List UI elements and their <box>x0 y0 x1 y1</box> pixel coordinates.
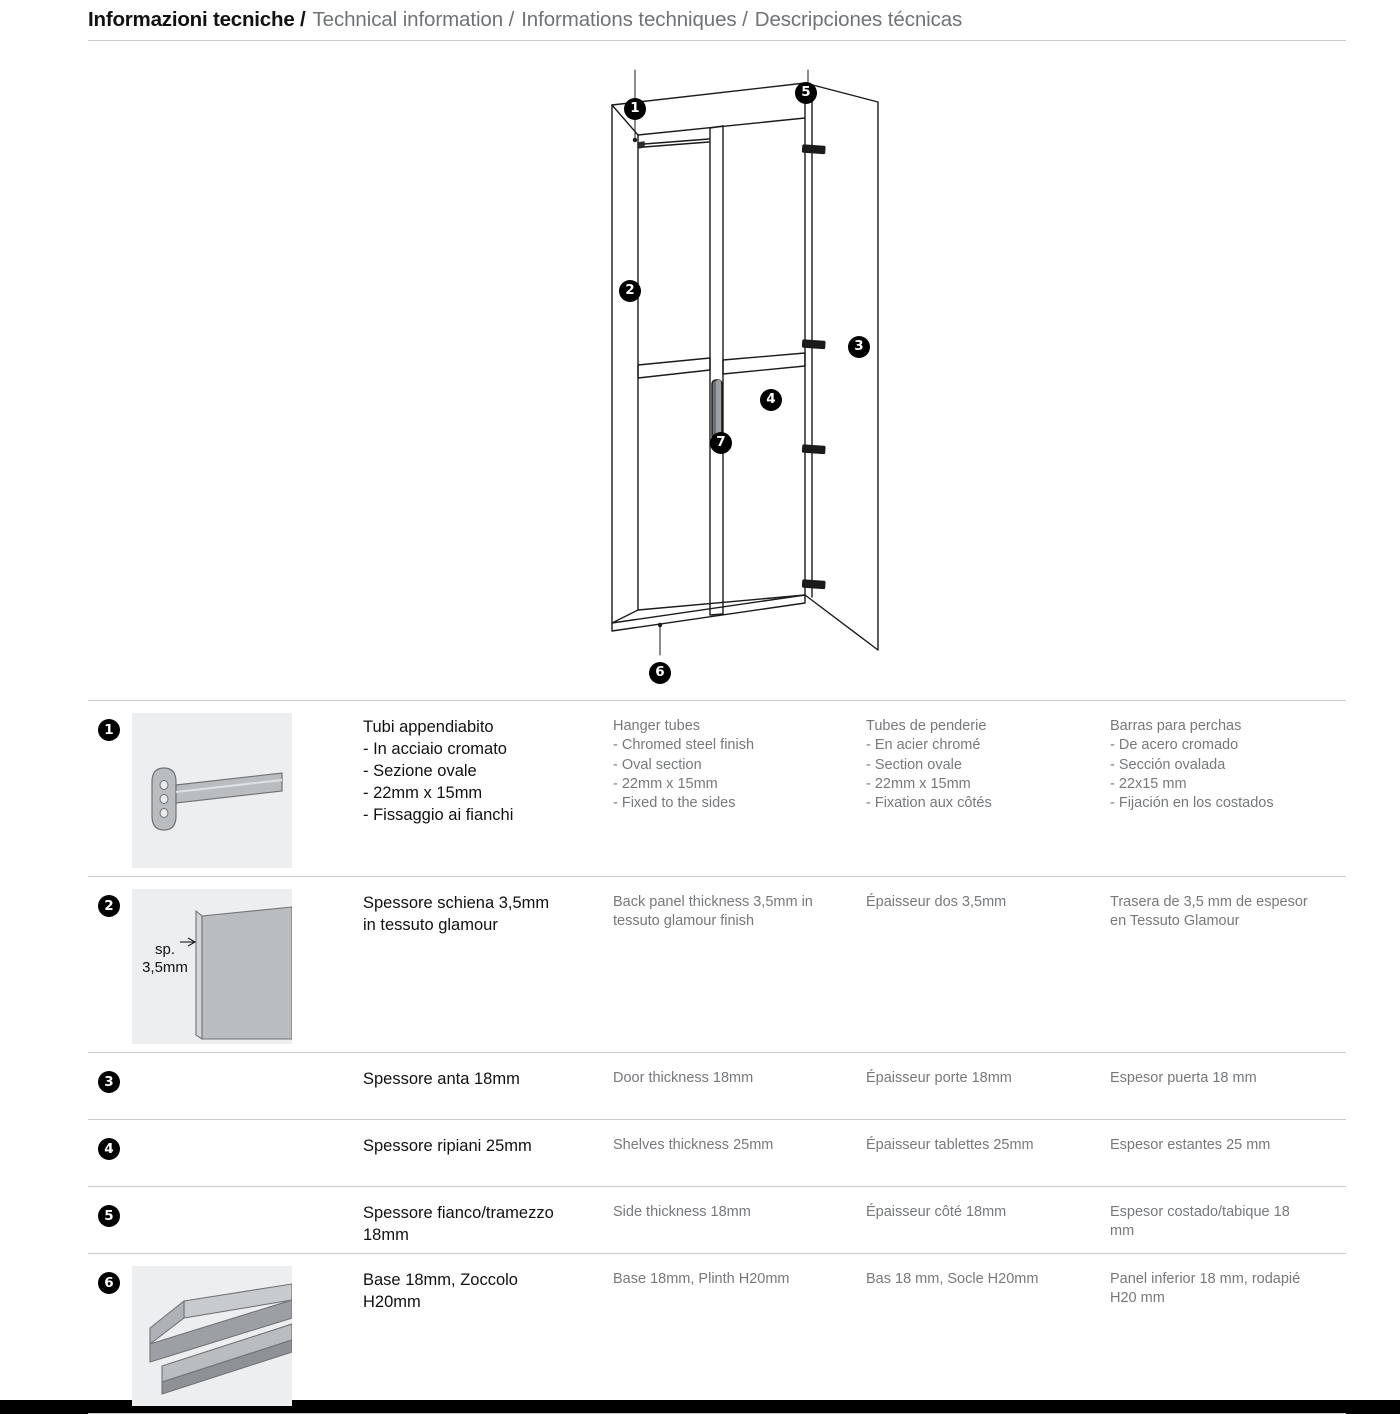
specifications-table <box>88 700 1346 1414</box>
row-text-spanish: Espesor costado/tabique 18 mm <box>1110 1204 1290 1240</box>
row-text-english: Back panel thickness 3,5mm in tessuto glamour finish <box>613 894 813 930</box>
base-plinth-thumbnail <box>132 1266 292 1406</box>
row-text-italian: Tubi appendiabito - In acciaio cromato - Sezione ovale - 22mm x 15mm - Fissaggio ai fianchi <box>363 718 514 824</box>
row-text-spanish: Espesor estantes 25 mm <box>1110 1137 1271 1153</box>
table-row <box>88 1052 1346 1119</box>
callout-3: 3 <box>848 336 870 358</box>
row-text-italian: Spessore ripiani 25mm <box>363 1137 532 1155</box>
title-french: Informations techniques / <box>521 8 748 31</box>
table-row <box>88 1119 1346 1186</box>
title-spanish: Descripciones técnicas <box>754 8 963 31</box>
row-text-italian: Spessore anta 18mm <box>363 1070 520 1088</box>
row-number: 3 <box>98 1071 120 1093</box>
row-number: 5 <box>98 1205 120 1227</box>
table-row <box>88 1253 1346 1413</box>
row-text-italian: Spessore fianco/tramezzo 18mm <box>363 1204 554 1244</box>
row-text-french: Bas 18 mm, Socle H20mm <box>866 1271 1039 1287</box>
wardrobe-diagram <box>560 40 960 700</box>
row-text-italian: Spessore schiena 3,5mm in tessuto glamour <box>363 894 550 934</box>
hanger-tube-thumbnail <box>132 713 292 868</box>
table-row <box>88 876 1346 1052</box>
row-number: 4 <box>98 1138 120 1160</box>
row-number: 2 <box>98 895 120 917</box>
row-text-french: Épaisseur dos 3,5mm <box>866 894 1007 910</box>
callout-1: 1 <box>624 98 646 120</box>
row-text-french: Épaisseur tablettes 25mm <box>866 1137 1034 1153</box>
row-text-english: Shelves thickness 25mm <box>613 1137 774 1153</box>
callout-7: 7 <box>710 432 732 454</box>
row-text-spanish: Trasera de 3,5 mm de espesor en Tessuto Glamour <box>1110 894 1308 930</box>
row-text-english: Base 18mm, Plinth H20mm <box>613 1271 790 1287</box>
thickness-label-line2: 3,5mm <box>142 959 188 976</box>
callout-5: 5 <box>795 82 817 104</box>
callout-6: 6 <box>649 662 671 684</box>
row-text-italian: Base 18mm, Zoccolo H20mm <box>363 1271 518 1311</box>
callout-2: 2 <box>619 280 641 302</box>
row-text-french: Épaisseur côté 18mm <box>866 1204 1007 1220</box>
page-title <box>88 0 1348 40</box>
row-text-spanish: Espesor puerta 18 mm <box>1110 1070 1257 1086</box>
row-number: 6 <box>98 1272 120 1294</box>
row-number: 1 <box>98 719 120 741</box>
callout-4: 4 <box>760 389 782 411</box>
row-text-english: Side thickness 18mm <box>613 1204 751 1220</box>
row-text-english: Door thickness 18mm <box>613 1070 754 1086</box>
row-text-spanish: Barras para perchas - De acero cromado - Sección ovalada - 22x15 mm - Fijación en los costados <box>1110 718 1274 812</box>
row-text-spanish: Panel inferior 18 mm, rodapié H20 mm <box>1110 1271 1301 1307</box>
row-text-french: Tubes de penderie - En acier chromé - Section ovale - 22mm x 15mm - Fixation aux côtés <box>866 718 992 812</box>
back-panel-thumbnail <box>132 889 292 1044</box>
title-italian: Informazioni tecniche / <box>88 8 306 31</box>
row-text-english: Hanger tubes - Chromed steel finish - Oval section - 22mm x 15mm - Fixed to the sides <box>613 718 755 812</box>
table-row <box>88 1186 1346 1253</box>
thickness-label-line1: sp. <box>154 941 175 958</box>
table-row <box>88 700 1346 876</box>
row-text-french: Épaisseur porte 18mm <box>866 1070 1012 1086</box>
title-english: Technical information / <box>312 8 515 31</box>
